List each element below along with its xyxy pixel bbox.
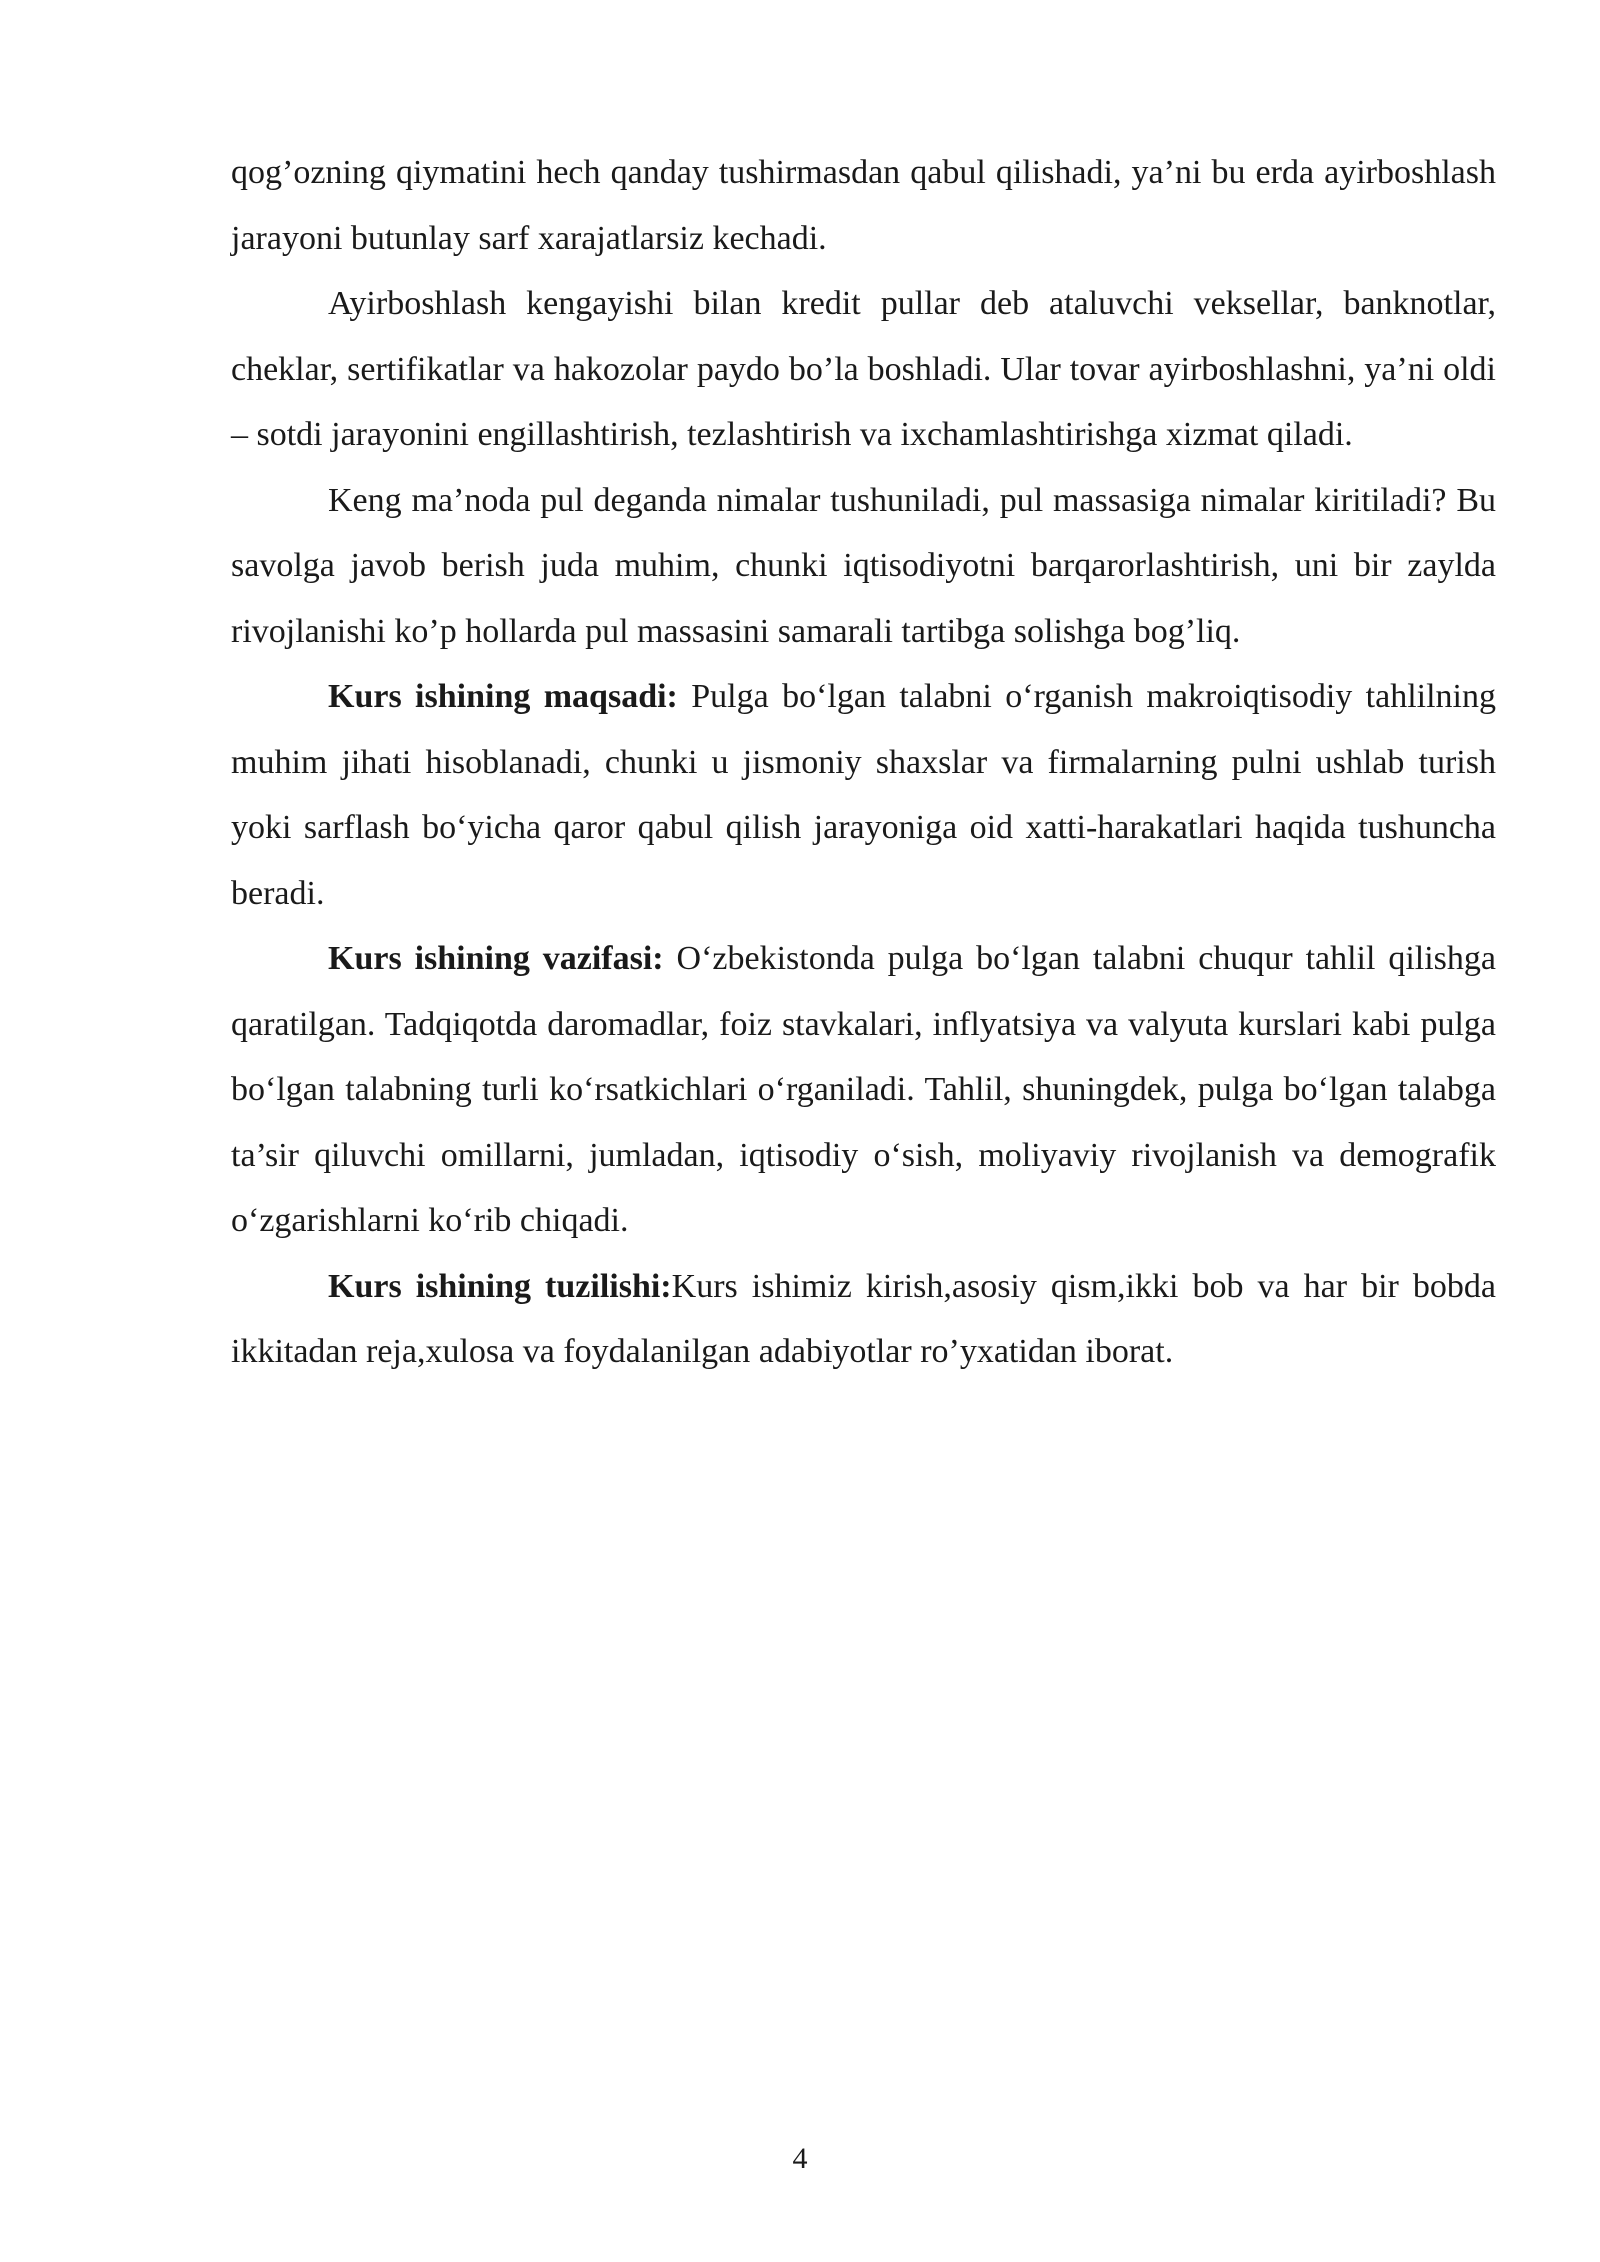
- paragraph-exchange: [231, 271, 1496, 468]
- paragraph-text: Ayirboshlash kengayishi bilan kredit pullar deb ataluvchi veksellar, banknotlar, cheklar, sertifikatlar va hakozolar paydo bo’la boshladi. Ular tovar ayirboshlashni, ya’ni oldi – sotdi jarayonini engillashtirish, tezlashtirish va ixchamlashtirishga xizmat qiladi.: [231, 285, 1496, 453]
- paragraph-text: O‘zbekistonda pulga bo‘lgan talabni chuqur tahlil qilishga qaratilgan. Tadqiqotda daromadlar, foiz stavkalari, inflyatsiya va valyuta kurslari kabi pulga bo‘lgan talabning turli ko‘rsatkichlari o‘rganiladi. Tahlil, shuningdek, pulga bo‘lgan talabga ta’sir qiluvchi omillarni, jumladan, iqtisodiy o‘sish, moliyaviy rivojlanish va demografik o‘zgarishlarni ko‘rib chiqadi.: [231, 940, 1496, 1239]
- paragraph-goal: [231, 664, 1496, 926]
- body-text: [231, 140, 1496, 1385]
- paragraph-text: qog’ozning qiymatini hech qanday tushirmasdan qabul qilishadi, ya’ni bu erda ayirboshlash jarayoni butunlay sarf xarajatlarsiz kechadi.: [231, 154, 1496, 257]
- paragraph-continuation: [231, 140, 1496, 271]
- paragraph-text: Pulga bo‘lgan talabni o‘rganish makroiqtisodiy tahlilning muhim jihati hisoblanadi, chunki u jismoniy shaxslar va firmalarning pulni ushlab turish yoki sarflash bo‘yicha qaror qabul qilish jarayoniga oid xatti-harakatlari haqida tushuncha beradi.: [231, 678, 1496, 912]
- paragraph-lead: Kurs ishining vazifasi:: [328, 940, 664, 977]
- paragraph-money-meaning: [231, 468, 1496, 665]
- paragraph-lead: Kurs ishining maqsadi:: [328, 678, 678, 715]
- paragraph-task: [231, 926, 1496, 1254]
- paragraph-text: Kurs ishimiz kirish,asosiy qism,ikki bob va har bir bobda ikkitadan reja,xulosa va foydalanilgan adabiyotlar ro’yxatidan iborat.: [231, 1267, 1497, 1370]
- paragraph-lead: Kurs ishining tuzilishi:: [328, 1267, 672, 1305]
- paragraph-structure: [231, 1254, 1496, 1385]
- paragraph-text: Keng ma’noda pul deganda nimalar tushuniladi, pul massasiga nimalar kiritiladi? Bu savolga javob berish juda muhim, chunki iqtisodiyotni barqarorlashtirish, uni bir zaylda rivojlanishi ko’p hollarda pul massasini samarali tartibga solishga bog’liq.: [231, 481, 1496, 650]
- page-number: 4: [792, 2142, 808, 2175]
